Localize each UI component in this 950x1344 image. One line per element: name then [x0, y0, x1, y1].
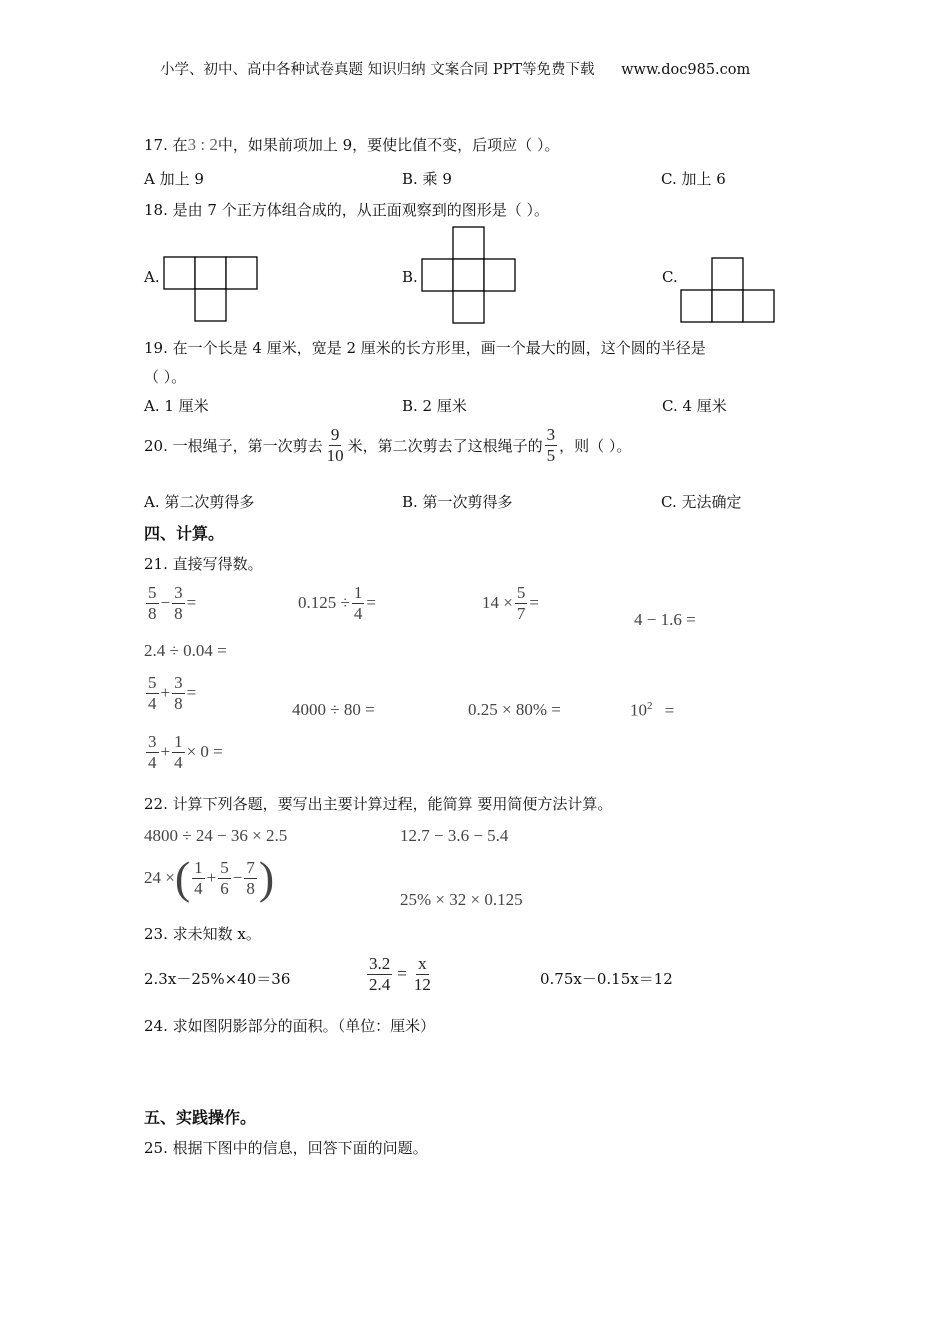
q21-e9-base: 10: [630, 700, 647, 720]
q21-expr-9: [630, 700, 674, 721]
q17-prefix: 17. 在: [144, 136, 188, 154]
question-17: [144, 134, 559, 155]
q22-e3-lparen: (: [174, 852, 191, 903]
q17-ratio: 3 : 2: [187, 135, 218, 154]
q23-e2-num2: x: [418, 954, 427, 973]
question-19-line2: （ ）。: [144, 368, 187, 386]
q22-e3-d2: 6: [220, 878, 229, 898]
q21-e1-eq: =: [186, 593, 197, 613]
q22-expr-4: 25% × 32 × 0.125: [400, 890, 523, 909]
q21-e10-rest: × 0 =: [186, 742, 223, 762]
q18-label-b[interactable]: B.: [402, 268, 418, 286]
q21-e10-num1: 3: [148, 732, 157, 751]
q18-figure-c: [680, 257, 776, 323]
q19-option-a[interactable]: A. 1 厘米: [144, 397, 209, 415]
q21-e2-den: 4: [353, 603, 363, 623]
question-23: 23. 求未知数 x。: [144, 925, 261, 943]
question-20: [144, 426, 631, 465]
section-4-title: 四、计算。: [144, 524, 225, 543]
question-25: 25. 根据下图中的信息，回答下面的问题。: [144, 1139, 428, 1157]
q22-e3-rparen: ): [258, 852, 275, 903]
q20-frac1-den: 10: [326, 445, 344, 465]
q22-e3-op2: −: [232, 868, 243, 887]
q21-expr-8: 0.25 × 80% =: [468, 700, 561, 719]
q20-frac2-den: 5: [546, 445, 556, 465]
q17-text: 中，如果前项加上 9，要使比值不变，后项应（ ）。: [217, 136, 560, 154]
q17-option-b[interactable]: B. 乘 9: [402, 170, 452, 188]
q21-e2-pre: 0.125 ÷: [298, 593, 350, 613]
q19-option-c[interactable]: C. 4 厘米: [662, 397, 727, 415]
q21-expr-1: [144, 584, 196, 623]
question-24: 24. 求如图阴影部分的面积。（单位：厘米）: [144, 1017, 436, 1035]
q23-equation-1: 2.3x－25%×40＝36: [144, 970, 291, 988]
q23-equation-3: 0.75x－0.15x＝12: [540, 970, 673, 988]
q20-frac2-num: 3: [546, 425, 556, 444]
q23-e2-den2: 12: [413, 974, 431, 994]
q20-frac1-num: 9: [330, 425, 340, 444]
q21-e3-num: 5: [516, 583, 526, 602]
header-url: www.doc985.com: [621, 62, 751, 78]
q21-e1-num1: 5: [148, 583, 157, 602]
q22-expr-1: 4800 ÷ 24 − 36 × 2.5: [144, 826, 288, 845]
question-18: 18. 是由 7 个正方体组合成的，从正面观察到的图形是（ ）。: [144, 201, 549, 219]
q21-e10-num2: 1: [174, 732, 183, 751]
question-19-line1: 19. 在一个长是 4 厘米，宽是 2 厘米的长方形里，画一个最大的圆，这个圆的半径是: [144, 339, 706, 357]
q20-part1: 20. 一根绳子，第一次剪去: [144, 436, 323, 455]
q22-e3-n2: 5: [220, 857, 229, 877]
q21-e2-num: 1: [353, 583, 363, 602]
q22-expr-3: [144, 852, 275, 903]
header-site-text: 小学、初中、高中各种试卷真题 知识归纳 文案合同 PPT等免费下载: [160, 62, 595, 78]
q21-e6-num2: 3: [174, 673, 183, 692]
q18-label-a[interactable]: A.: [144, 268, 160, 286]
q22-e3-n3: 7: [246, 857, 255, 877]
q21-e6-den1: 4: [148, 693, 157, 713]
section-5-title: 五、实践操作。: [144, 1108, 257, 1127]
q20-fraction-9-10: [325, 426, 346, 465]
q21-e6-num1: 5: [148, 673, 157, 692]
q17-option-a[interactable]: A 加上 9: [144, 170, 204, 188]
q22-expr-2: 12.7 − 3.6 − 5.4: [400, 826, 509, 845]
question-21: 21. 直接写得数。: [144, 555, 263, 573]
q21-expr-4: 4 − 1.6 =: [634, 610, 696, 629]
q18-label-c[interactable]: C.: [662, 268, 678, 286]
q21-e10-den2: 4: [174, 752, 183, 772]
q21-e6-eq: =: [186, 683, 197, 703]
q22-e3-d3: 8: [246, 878, 255, 898]
q21-expr-5: 2.4 ÷ 0.04 =: [144, 641, 227, 660]
q22-e3-op1: +: [206, 868, 217, 887]
q20-option-a[interactable]: A. 第二次剪得多: [144, 493, 255, 511]
q21-expr-6: [144, 674, 196, 713]
q21-e6-den2: 8: [174, 693, 183, 713]
q20-option-c[interactable]: C. 无法确定: [661, 493, 742, 511]
q21-e10-den1: 4: [148, 752, 157, 772]
q21-expr-7: 4000 ÷ 80 =: [292, 700, 375, 719]
q21-e1-den1: 8: [148, 603, 157, 623]
q20-part3: ，则（ ）。: [559, 436, 632, 455]
q23-equation-2: [365, 955, 435, 994]
q21-e6-op: +: [160, 683, 171, 703]
q21-e9-eq: =: [664, 700, 675, 720]
q21-e3-den: 7: [516, 603, 526, 623]
q19-option-b[interactable]: B. 2 厘米: [402, 397, 467, 415]
q21-e10-op: +: [160, 742, 171, 762]
q20-part2: 米，第二次剪去了这根绳子的: [347, 436, 543, 455]
q18-figure-a: [163, 256, 259, 322]
q23-e2-num1: 3.2: [369, 954, 391, 973]
q21-expr-10: [144, 733, 223, 772]
q21-e3-pre: 14 ×: [482, 593, 513, 613]
q21-expr-3: [482, 584, 539, 623]
q22-e3-n1: 1: [194, 857, 203, 877]
q22-e3-pre: 24 ×: [144, 868, 175, 887]
q23-e2-eq: =: [397, 964, 407, 984]
q17-option-c[interactable]: C. 加上 6: [661, 170, 726, 188]
q22-e3-d1: 4: [194, 878, 203, 898]
q23-e2-den1: 2.4: [369, 974, 391, 994]
page-header: [160, 58, 750, 79]
q21-e9-exp: 2: [647, 700, 653, 712]
q21-e1-num2: 3: [174, 583, 183, 602]
q21-e1-op: −: [160, 593, 171, 613]
q21-e1-den2: 8: [174, 603, 183, 623]
q18-figure-b: [421, 226, 517, 324]
q21-e2-eq: =: [366, 593, 376, 613]
q21-e3-eq: =: [529, 593, 539, 613]
q21-expr-2: [298, 584, 376, 623]
q20-option-b[interactable]: B. 第一次剪得多: [402, 493, 513, 511]
q20-fraction-3-5: [545, 426, 558, 465]
question-22: 22. 计算下列各题，要写出主要计算过程，能简算 要用简便方法计算。: [144, 795, 613, 813]
